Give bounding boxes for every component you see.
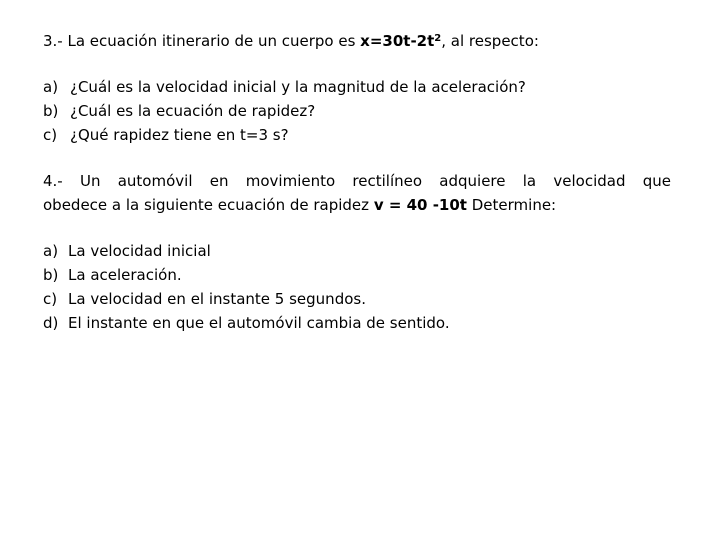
item-marker: c): [43, 290, 58, 308]
item-text: La aceleración.: [68, 266, 182, 284]
question-4-heading-line-1: 4.- Un automóvil en movimiento rectilíneo adquiere la velocidad que: [43, 172, 671, 190]
item-text: ¿Cuál es la ecuación de rapidez?: [70, 102, 316, 120]
question-4-heading-line-2: [43, 193, 671, 217]
question-4-equation: v = 40 -10t: [373, 196, 467, 214]
document-page: [43, 29, 671, 335]
item-marker: c): [43, 126, 58, 144]
question-4-item-a: [43, 239, 671, 263]
question-3-heading: [43, 29, 671, 53]
item-text: ¿Qué rapidez tiene en t=3 s?: [70, 126, 289, 144]
question-4-item-b: [43, 263, 671, 287]
item-text: El instante en que el automóvil cambia de sentido.: [68, 314, 450, 332]
item-marker: b): [43, 102, 59, 120]
item-text: ¿Cuál es la velocidad inicial y la magnitud de la aceleración?: [70, 78, 526, 96]
question-3-equation-exponent: 2: [434, 33, 442, 44]
question-4-heading-suffix: Determine:: [466, 196, 557, 214]
item-marker: a): [43, 242, 59, 260]
question-4-heading-text: obedece a la siguiente ecuación de rapidez: [43, 196, 374, 214]
item-text: La velocidad en el instante 5 segundos.: [68, 290, 366, 308]
question-3-equation-base: x=30t-2t: [360, 32, 435, 50]
question-3-heading-suffix: , al respecto:: [441, 32, 539, 50]
question-4-item-c: [43, 287, 671, 311]
question-3-heading-text: 3.- La ecuación itinerario de un cuerpo es: [43, 32, 361, 50]
question-3-item-c: [43, 123, 671, 147]
question-3-item-b: [43, 99, 671, 123]
question-4-item-d: [43, 311, 671, 335]
question-3-equation: [360, 32, 441, 50]
item-marker: b): [43, 266, 59, 284]
item-marker: d): [43, 314, 59, 332]
item-marker: a): [43, 78, 59, 96]
item-text: La velocidad inicial: [68, 242, 211, 260]
question-3-item-a: [43, 75, 671, 99]
